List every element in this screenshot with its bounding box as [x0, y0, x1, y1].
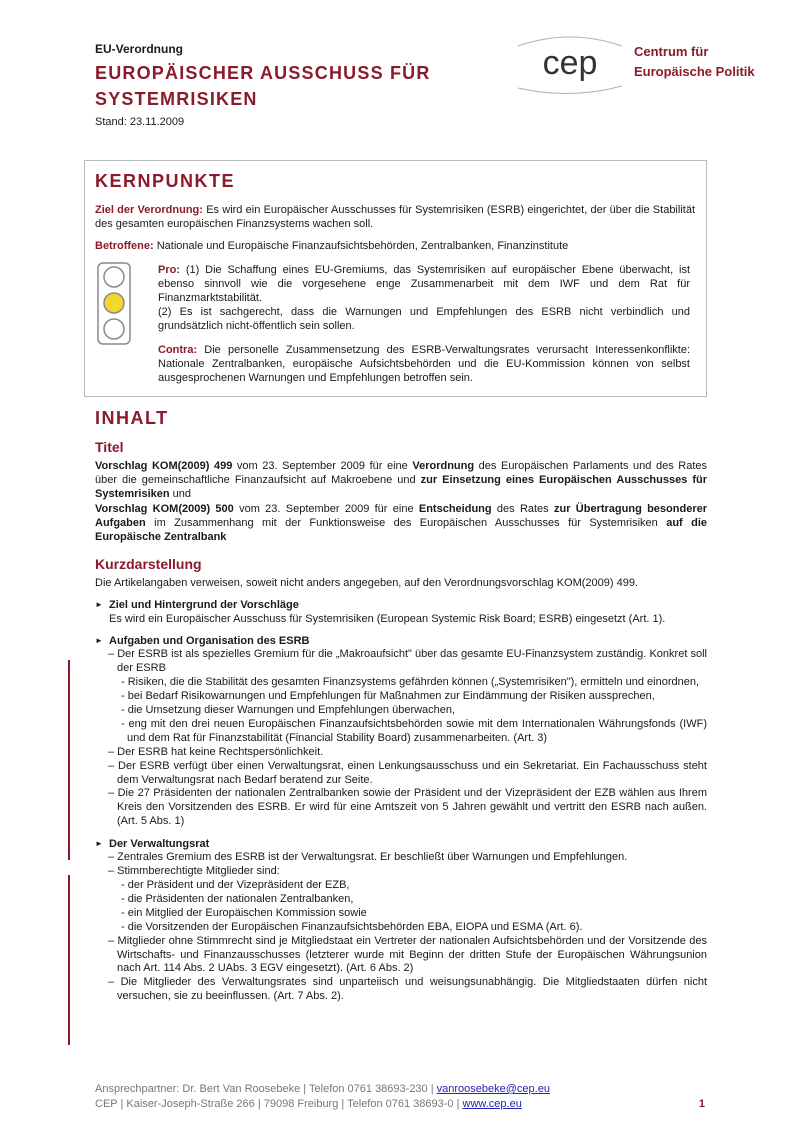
inhalt-section	[95, 408, 707, 1004]
titel1-bold-3: zur Einsetzung eines Europäischen Ausschusses für Systemrisiken	[95, 474, 708, 501]
pro-paragraph	[158, 263, 690, 333]
title-line-2: SYSTEMRISIKEN	[95, 89, 258, 109]
titel2-text-3: im Zusammenhang mit der Funktionsweise des Europäischen Ausschusses für Systemrisiken	[145, 516, 667, 529]
pro-label: Pro:	[158, 264, 180, 276]
footer-address-line	[95, 1097, 705, 1112]
aufgaben-subitem-1: - Risiken, die die Stabilität des gesamten Finanzsystems gefährden können („Systemrisiken"), ermitteln und einordnen,	[121, 676, 700, 689]
verwaltungsrat-item-2: – Stimmberechtigte Mitglieder sind:	[108, 865, 280, 878]
margin-change-bar-2	[68, 875, 70, 1045]
aufgaben-item-1: – Der ESRB ist als spezielles Gremium für die „Makroaufsicht" über das gesamte EU-Finanzsystem zuständig. Konkret soll der ESRB	[108, 648, 707, 675]
aufgaben-subitem-4: - eng mit den drei neuen Europäischen Finanzaufsichtsbehörden sowie mit dem Internationalen Währungsfonds (IWF) und dem Rat für Finanzstabilität (Financial Stability Board) zusammenarbeiten. (Art. 3)	[121, 717, 707, 744]
section-ziel	[95, 598, 707, 626]
verwaltungsrat-subitem-4: - die Vorsitzenden der Europäischen Finanzaufsichtsbehörden EBA, EIOPA und ESMA (Art. 6).	[121, 920, 583, 933]
contra-text: Die personelle Zusammensetzung des ESRB-Verwaltungsrates verursacht Interessenkonflikte: Nationale Zentralbanken, europäische Aufsichtsbehörden und die EU-Kommission können von selbst ausgesprochenen Warnungen und Empfehlungen betroffen sein.	[158, 344, 690, 384]
page-footer	[95, 1082, 705, 1112]
status-date: Stand: 23.11.2009	[95, 116, 185, 128]
kurzdarstellung-intro: Die Artikelangaben verweisen, soweit nicht anders angegeben, auf den Verordnungsvorschlag KOM(2009) 499.	[95, 577, 639, 590]
titel2-bold-4: auf die Europäische Zentralbank	[95, 516, 708, 544]
verwaltungsrat-item-1: – Zentrales Gremium des ESRB ist der Verwaltungsrat. Er beschließt über Warnungen und Empfehlungen.	[108, 851, 628, 864]
aufgaben-subitem-2: - bei Bedarf Risikowarnungen und Empfehlungen für Maßnahmen zur Eindämmung der Risiken aussprechen,	[121, 690, 655, 703]
logo-mark-text: cep	[542, 44, 598, 82]
titel1-text-2: des Europäischen Parlaments und des Rates über die gemeinschaftliche Finanzaufsicht auf Makroebene und	[95, 460, 707, 487]
logo-line-1: Centrum für	[634, 44, 709, 59]
titel2-bold-3: zur Übertragung besonderer Aufgaben	[95, 502, 707, 529]
aufgaben-subitem-3: - die Umsetzung dieser Warnungen und Empfehlungen überwachen,	[121, 704, 456, 717]
verwaltungsrat-subitem-1: - der Präsident und der Vizepräsident der EZB,	[121, 879, 350, 892]
titel-heading: Titel	[95, 439, 124, 455]
titel1-bold-2: Verordnung	[412, 460, 475, 472]
titel-paragraph-1	[95, 459, 707, 502]
betroffene-label: Betroffene:	[95, 240, 154, 252]
title-line-1: EUROPÄISCHER AUSSCHUSS FÜR	[95, 63, 431, 83]
pro-text-2: (2) Es ist sachgerecht, dass die Warnungen und Empfehlungen des ESRB nicht verbindlich und grundsätzlich nicht-öffentlich sein sollen.	[158, 306, 690, 332]
cep-logo-mark	[510, 28, 630, 98]
cep-logo	[510, 28, 770, 98]
titel1-bold-1: Vorschlag KOM(2009) 499	[95, 460, 233, 472]
ziel-label: Ziel der Verordnung:	[95, 204, 203, 216]
ziel-text: Es wird ein Europäischer Ausschusses für Systemrisiken (ESRB) eingerichtet, der über die Stabilität des gesamten europäischen Finanzsystems wachen soll.	[95, 204, 695, 230]
footer-contact-text: Ansprechpartner: Dr. Bert Van Roosebeke | Telefon 0761 38693-230 |	[95, 1083, 437, 1095]
footer-email-link[interactable]: vanroosebeke@cep.eu	[436, 1083, 550, 1095]
page-number: 1	[698, 1098, 705, 1110]
kernpunkte-box	[84, 160, 707, 397]
traffic-light-green	[104, 319, 124, 339]
titel1-text-3: und	[169, 488, 192, 501]
document-title	[95, 60, 515, 112]
section-ziel-text: Es wird ein Europäischer Ausschuss für Systemrisiken (European Systemic Risk Board; ESRB) eingesetzt (Art. 1).	[109, 613, 666, 626]
kernpunkte-heading: KERNPUNKTE	[95, 171, 236, 191]
verwaltungsrat-item-3: – Mitglieder ohne Stimmrecht sind je Mitgliedstaat ein Vertreter der nationalen Aufsichtsbehörden und der Vorsitzende des Wirtschafts- und Finanzausschusses (letzterer wurde mit Beginn der dritten Stufe der Europäischen Währungsunion nach Art. 114 Abs. 2 UAbs. 3 EGV eingesetzt). (Art. 6 Abs. 2)	[108, 934, 707, 975]
footer-contact-line	[95, 1082, 705, 1097]
section-aufgaben	[95, 634, 707, 829]
section-verwaltungsrat-heading: ► Der Verwaltungsrat	[95, 837, 707, 851]
document-type: EU-Verordnung	[95, 42, 184, 56]
kurzdarstellung-heading: Kurzdarstellung	[95, 556, 202, 573]
document-header	[95, 42, 515, 128]
inhalt-heading: INHALT	[95, 408, 169, 428]
section-verwaltungsrat	[95, 837, 707, 1004]
logo-text	[634, 42, 755, 82]
contra-paragraph	[158, 343, 690, 385]
titel2-text-1: vom 23. September 2009 für eine	[233, 502, 419, 515]
traffic-light-icon	[97, 262, 131, 345]
contra-label: Contra:	[158, 344, 198, 356]
traffic-light-red	[104, 267, 124, 287]
betroffene-text: Nationale und Europäische Finanzaufsichtsbehörden, Zentralbanken, Finanzinstitute	[156, 240, 569, 252]
margin-change-bar-1	[68, 660, 70, 860]
aufgaben-item-2: – Der ESRB hat keine Rechtspersönlichkeit.	[108, 745, 324, 758]
footer-address-text: CEP | Kaiser-Joseph-Straße 266 | 79098 Freiburg | Telefon 0761 38693-0 |	[95, 1098, 463, 1110]
titel2-bold-1: Vorschlag KOM(2009) 500	[95, 502, 234, 515]
verwaltungsrat-item-4: – Die Mitglieder des Verwaltungsrates sind unparteiisch und weisungsunabhängig. Die Mitgliedstaaten dürfen nicht versuchen, sie zu beeinflussen. (Art. 7 Abs. 2).	[108, 976, 707, 1003]
titel2-text-2: des Rates	[491, 502, 554, 515]
logo-line-2: Europäische Politik	[634, 64, 755, 79]
verwaltungsrat-subitem-3: - ein Mitglied der Europäischen Kommission sowie	[121, 906, 367, 919]
titel1-text-1: vom 23. September 2009 für eine	[232, 460, 413, 472]
aufgaben-item-4: – Die 27 Präsidenten der nationalen Zentralbanken sowie der Präsident und der Vizepräsident der EZB wählen aus Ihrem Kreis den Vorsitzenden des ESRB. Er wird für eine Amtszeit von 5 Jahren gewählt und vertritt den ESRB nach außen. (Art. 5 Abs. 1)	[108, 787, 707, 828]
verwaltungsrat-subitem-2: - die Präsidenten der nationalen Zentralbanken,	[121, 892, 354, 905]
betroffene-paragraph	[95, 239, 695, 253]
titel-paragraph-2	[95, 502, 707, 545]
section-ziel-heading: ► Ziel und Hintergrund der Vorschläge	[95, 598, 707, 612]
ziel-paragraph	[95, 203, 695, 231]
traffic-light-yellow	[104, 293, 124, 313]
pro-text-1: (1) Die Schaffung eines EU-Gremiums, das Systemrisiken auf europäischer Ebene überwacht, ist ebenso sinnvoll wie die vorgesehene enge Zusammenarbeit mit dem IWF und dem Rat für Finanzmarktstabilität.	[158, 264, 691, 304]
section-aufgaben-heading: ► Aufgaben und Organisation des ESRB	[95, 634, 707, 648]
titel2-bold-2: Entscheidung	[418, 502, 492, 515]
footer-website-link[interactable]: www.cep.eu	[462, 1098, 522, 1110]
aufgaben-item-3: – Der ESRB verfügt über einen Verwaltungsrat, einen Lenkungsausschuss und ein Sekretariat. Ein Fachausschuss steht dem Verwaltungsrat nach Bedarf beratend zur Seite.	[108, 759, 707, 786]
